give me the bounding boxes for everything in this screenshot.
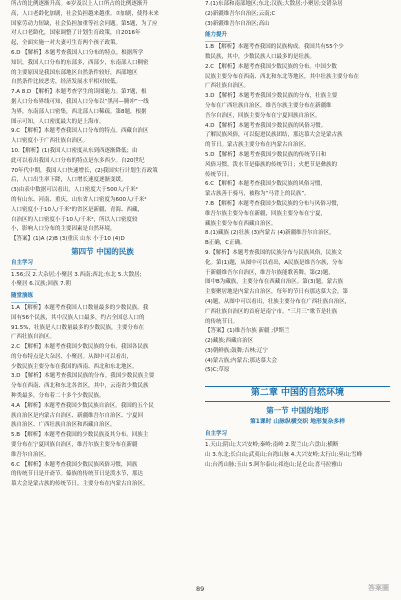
text-line: 9.【解析】本题考查我国的民族分布与民族风俗，民族文 (205, 249, 343, 256)
text-line: 2.C 【解析】本题考查我国少数民族的分布。我国各民族 (11, 344, 149, 351)
text-line: 蒙古族善于骑马，被称为“马背上的民族”。 (205, 191, 310, 198)
text-line: 的传统节日。 (205, 318, 239, 325)
text-line: 为界，东南部人口密集，西北部人口稀疏。第8题，根据 (11, 108, 147, 115)
text-line: 1.B 【解析】本题考查我国的民族构成。我国共有55个少 (205, 44, 344, 51)
text-line: 慕大会是蒙古族的传统节日，主要分布在内蒙古自治区。 (11, 481, 149, 488)
text-line: 藏族主要分布在西藏自治区。 (205, 220, 277, 227)
text-line: 8.(1)藏族 (2)壮族 (3)内蒙古 (4)新疆维吾尔自治区， (205, 230, 335, 237)
text-line: 6.C 【解析】本题考查我国少数民族风俗习惯，回族 (11, 461, 138, 468)
text-line: 【答案】(1)维吾尔族 新疆 ;伊斯兰 (205, 328, 290, 335)
text-line: 此可以看出我国人口分布的特点是东多西少。自20世纪 (11, 157, 145, 164)
text-line: 吾尔自治区，回族主要分布在宁夏回族自治区。 (205, 112, 321, 119)
text-line: 少数民族主要分布在我国的西南、西北和东北地区。 (11, 363, 138, 370)
text-line: 7.A 8.D 【解析】本题考查学生的读图能力。第7题，根 (11, 89, 147, 96)
text-line: 5.D 【解析】本题考查我国少数民族的传统节日和 (205, 151, 327, 158)
text-line: 91.5%，壮族是人口数量最多的少数民族，主要分布在 (11, 324, 144, 331)
text-line: (5)C;草原 (205, 367, 230, 374)
text-line: 主要聚居地是内蒙古自治区，每年的节日有那达慕大会。第 (205, 289, 349, 296)
text-line: 广西壮族自治区。 (205, 83, 250, 90)
text-line: 分布在广西壮族自治区，维吾尔族主要分布在新疆维 (205, 102, 332, 109)
text-line: 化。第(1)题，从图中可以看出，A民族是维吾尔族，分布 (205, 259, 344, 266)
text-line: (3)新疆维吾尔自治区;高山 (205, 20, 270, 27)
text-line: (3)朝鲜族;鼓舞;吉林;辽宁 (205, 347, 268, 354)
text-line: 所占的比例逐渐升高。⑥岁及以上人口所占的比例逐渐升 (11, 1, 148, 7)
watermark-logo: 答案圈 (368, 584, 389, 592)
text-line: 于新疆维吾尔自治区，维吾尔族能歌善舞。第(2)题， (205, 269, 334, 276)
text-line: 数民族，其中，少数民族人口最多的是壮族。 (205, 53, 316, 60)
text-line: 的节日。蒙古族主要分布在内蒙古自治区。 (205, 142, 310, 149)
text-line: 知识，我国人口分布的东部多，西部少，东南部人口稠密 (11, 59, 149, 66)
text-line: 维吾尔自治区。 (11, 451, 50, 458)
text-line: 的传统节日是开斋节。傣族的传统节日是泼水节，那达 (11, 471, 144, 478)
text-line: 维吾尔族主要分布在新疆，回族主要分布在宁夏， (205, 210, 327, 217)
text-line: 图中B为藏族，主要分布在西藏自治区。第(3)题，蒙古族 (205, 279, 344, 286)
text-line: 1.天山;阴山;大兴安岭;秦岭;南岭 2.贺兰山;六盘山;横断 (205, 442, 339, 449)
text-line: (2)藏族;西藏自治区 (205, 338, 254, 345)
text-line: 图示可知，人口密度最大的是上海市。 (11, 118, 105, 125)
text-line: 起，全面实施一对夫妻可生育两个孩子政策。 (11, 40, 122, 47)
text-line: 70年代中期，我国人口快速增长，(2)我国实行计划生育政策 (11, 167, 158, 174)
text-line: 的主要原因是我国东部地区自然条件较好，西部地区 (11, 69, 138, 76)
text-line: 民族主要分布在西南、西北和东北等地区，其中壮族主要分布在 (205, 73, 360, 80)
text-line: 10.【解析】(1)我国人口密度从东到西逐渐降低；由 (11, 147, 138, 154)
text-line: 自治区的人口密度小于10人/千米²，所以人口密度较 (11, 216, 138, 223)
text-line: 后，人口出生率下降，人口增长速度逐渐变缓。 (11, 177, 127, 184)
chapter-title: 第二章 中国的自然环境 (205, 386, 390, 402)
text-line: 要分布在宁夏回族自治区，维吾尔族主要分布在新疆 (11, 442, 138, 449)
text-line: 6.D 【解析】本题考查我国人口分布的特点。根据所学 (11, 49, 144, 56)
practice-label: 随堂演练 (11, 292, 37, 303)
text-line: 国有56个民族，其中汉族人口最多，约占全国总人口的 (11, 314, 145, 321)
left-column (11, 0, 194, 490)
text-line: 种类最多，分布着二十多个少数民族。 (11, 393, 105, 400)
text-line: 2.C 【解析】本题考查我国少数民族的分布。中国少数 (205, 63, 337, 70)
text-line: B正确，C正确。 (205, 240, 246, 247)
text-line: 高，人口老龄化加剧，社会负担越来越重。⑦加剧，使得未来 (11, 10, 159, 17)
text-line: 4.D 【解析】本题考查我国少数民族的风俗习惯。 (205, 122, 327, 129)
text-line: 自然条件比较恶劣，经济发展水平相对较低。 (11, 79, 122, 86)
text-line: (4)蒙古族;内蒙古;那达慕大会 (205, 357, 277, 364)
text-line: 分布在西南、西北和东北各省区，其中，云南省少数民族 (11, 383, 149, 390)
text-line: 广西壮族自治区。 (11, 334, 56, 341)
ability-label: 能力提升 (205, 31, 231, 42)
text-line: 对人口老龄化，国家调整了计划生育政策，自2016年 (11, 30, 141, 37)
text-line: 国家劳动力短缺，社会负担加重等社会问题。第5题，为了应 (11, 20, 158, 27)
text-line: 7.(1)东部和南部地区;东北;汉族;大散居;小聚居;交错杂居 (205, 1, 343, 7)
text-line: 据人口分布界线可知，我国人口分布以“黑河—腾冲”一线 (11, 98, 149, 105)
text-line: 风俗习惯。泼水节是傣族的传统节日；火把节是彝族的 (205, 161, 338, 168)
text-line: 人口密度小于广西壮族自治区。 (11, 138, 89, 145)
text-line: 6.C 【解析】本题考查我国少数民族的风俗习惯， (205, 181, 326, 188)
text-line: 族自治区是内蒙古自治区、新疆维吾尔自治区、宁夏回 (11, 412, 144, 419)
text-line: 山 3.东北;长白山;武夷山;台湾山脉 4.大兴安岭;太行山;巫山;雪峰 (205, 452, 363, 459)
text-line: 4.A 【解析】本题考查我国少数民族自治区。我国的五个民 (11, 402, 154, 409)
text-line: 小聚居 6.汉族;回族 7.朝 (11, 281, 71, 288)
text-line: 9.C 【解析】本题考查我国人口分布的特点。西藏自治区 (11, 128, 149, 135)
text-line: 5.B 【解析】本题考查我国的少数民族及其分布。回族主 (11, 432, 149, 439)
text-line: 传统节日。 (205, 171, 233, 178)
lesson-title: 第1课时 山脉纵横交织 地形复杂多样 (249, 418, 346, 425)
text-line: (4)题，从图中可以看出，壮族主要分布在广西壮族自治区， (205, 298, 351, 305)
text-line: (2)新疆维吾尔自治区;云南;C (205, 10, 276, 17)
text-line: 1.A 【解析】本题考查我国人口数量最多的少数民族。我 (11, 304, 149, 311)
text-line: 山;台湾山脉;玉山 5.阿尔泰山;祁连山;昆仑山;喜马拉雅山 (205, 462, 343, 469)
text-line: 3.D 【解析】本题考查我国少数民族的分布，壮族主要 (205, 93, 338, 100)
text-line: 人口密度小于10人/千米²的省区是新疆、青海、西藏， (11, 206, 144, 213)
text-line: 1.56;汉 2.大杂居;小聚居 3.西南;西北;东北 5.大散居; (11, 271, 142, 278)
section-title: 第四节 中国的民族 (71, 246, 134, 256)
answer-line: 【答案】(1)A (2)B (3)重庆 山东 小于10 (4)D (11, 236, 125, 243)
text-line: (3)由表中数据可以看出，人口密度大于500人/千米² (11, 187, 138, 194)
right-column (205, 0, 390, 471)
self-study-label: 自主学习 (205, 430, 231, 441)
text-line: 小，影响人口分布的主要因素是自然环境。 (11, 226, 116, 233)
section-title: 第一节 中国的地形 (266, 406, 329, 416)
text-line: 的分布特点是大杂居、小聚居。从图中可以看出， (11, 353, 133, 360)
text-line: 了解民族风俗，可以促进民族团结，那达慕大会是蒙古族 (205, 132, 343, 139)
text-line: 广西壮族自治区的首府是南宁市。“三月三”歌节是壮族 (205, 308, 338, 315)
text-line: 7.B 【解析】本题考查我国少数民族的分布与风俗习惯， (205, 200, 343, 207)
text-line: 3.D 【解析】本题考查我国民族的分布。我国少数民族主要 (11, 373, 155, 380)
text-line: 的有山东、河南、重庆，山东省人口密度为600人/千米² (11, 196, 147, 203)
page-number: 89 (196, 585, 205, 593)
text-line: 族自治区、广西壮族自治区和西藏自治区。 (11, 422, 116, 429)
self-study-label: 自主学习 (11, 259, 37, 270)
